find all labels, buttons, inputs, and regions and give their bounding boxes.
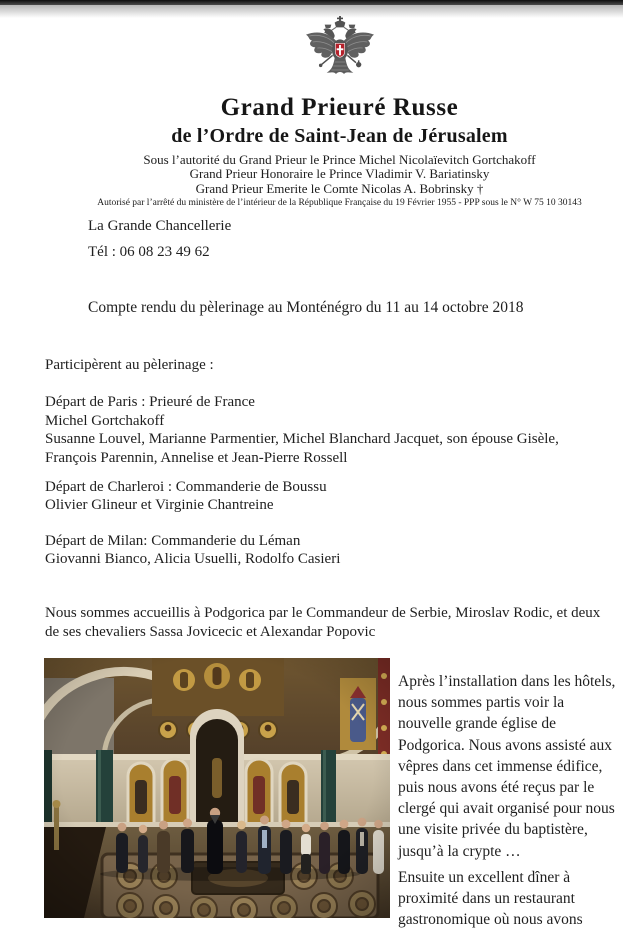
authority-line-3: Grand Prieur Emerite le Comte Nicolas A. Bobrinsky † bbox=[195, 180, 484, 196]
church-group-photo bbox=[44, 658, 390, 918]
organization-subtitle: de l’Ordre de Saint-Jean de Jérusalem bbox=[171, 124, 508, 147]
participant-group-milan bbox=[45, 532, 597, 569]
authority-line-2: Grand Prieur Honoraire le Prince Vladimir V. Bariatinsky bbox=[189, 166, 490, 182]
phone-number: Tél : 06 08 23 49 62 bbox=[88, 244, 210, 260]
group-heading: Départ de Milan: Commanderie du Léman bbox=[45, 532, 301, 549]
participant-group-paris bbox=[45, 393, 597, 467]
report-subject-line: Compte rendu du pèlerinage au Monténégro du 11 au 14 octobre 2018 bbox=[88, 299, 524, 316]
letterhead bbox=[58, 10, 621, 208]
group-member-line: Olivier Glineur et Virginie Chantreine bbox=[45, 497, 274, 514]
story-column bbox=[398, 671, 617, 930]
group-heading: Départ de Charleroi : Commanderie de Boussu bbox=[45, 479, 327, 496]
authorization-line: Autorisé par l’arrêté du ministère de l’intérieur de la République Française du 19 Février 1955 - PPP sous le N° W 75 10 30143 bbox=[97, 198, 582, 209]
group-member-line: Michel Gortchakoff bbox=[45, 412, 165, 429]
contact-block bbox=[88, 218, 231, 261]
participant-group-charleroi bbox=[45, 478, 597, 515]
story-paragraph-2: Ensuite un excellent dîner à proximité dans un restaurant gastronomique où nous avons bbox=[398, 868, 583, 929]
story-paragraph-1: Après l’installation dans les hôtels, nous sommes partis voir la nouvelle grande église de Podgorica. Nous avons assisté aux vêpres dans cet immense édifice, puis nous avons été reçus par le clergé qui avait organisé pour nous une visite privée du baptistère, jusqu’à la crypte … bbox=[398, 673, 616, 860]
authority-lines bbox=[58, 153, 621, 197]
welcome-paragraph: Nous sommes accueillis à Podgorica par le Commandeur de Serbie, Miroslav Rodic, et deux de ses chevaliers Sassa Jovicecic et Alexandar Popovic bbox=[45, 605, 601, 640]
organization-title: Grand Prieuré Russe bbox=[220, 94, 459, 121]
participants-intro: Participèrent au pèlerinage : bbox=[45, 357, 214, 373]
group-heading: Départ de Paris : Prieuré de France bbox=[45, 394, 255, 411]
church-group-photo-image bbox=[44, 658, 390, 918]
group-member-line: Giovanni Bianco, Alicia Usuelli, Rodolfo Casieri bbox=[45, 551, 341, 568]
group-member-line: Susanne Louvel, Marianne Parmentier, Michel Blanchard Jacquet, son épouse Gisèle, François Parennin, Annelise et Jean-Pierre Rossell bbox=[45, 431, 559, 466]
participants-section bbox=[45, 356, 597, 569]
double-headed-eagle-icon bbox=[300, 10, 380, 94]
chancellery-name: La Grande Chancellerie bbox=[88, 218, 232, 234]
authority-line-1: Sous l’autorité du Grand Prieur le Prince Michel Nicolaïevitch Gortchakoff bbox=[143, 151, 536, 167]
